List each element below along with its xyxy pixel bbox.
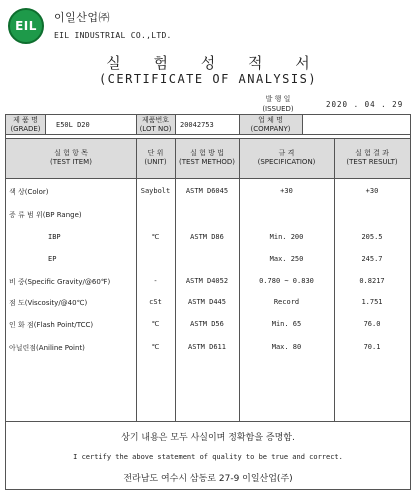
- row-item: 인 화 점(Flash Point/TCC): [9, 321, 94, 329]
- divider: [302, 114, 303, 134]
- header-ko: 단 위: [147, 149, 164, 157]
- certification-statement-en: I certify the above statement of quality to be true and correct.: [73, 453, 343, 461]
- issued-label: [258, 94, 298, 114]
- row-method: ASTM D86: [190, 233, 224, 241]
- header-en: (TEST METHOD): [178, 158, 235, 166]
- divider: [5, 421, 411, 422]
- row-item: 아닐린점(Aniline Point): [9, 344, 85, 352]
- row-method: ASTM D445: [188, 298, 226, 306]
- issued-date: 2020 . 04 . 29: [326, 100, 404, 109]
- row-result: +30: [365, 187, 379, 195]
- row-item: 색 상(Color): [9, 188, 49, 196]
- row-method: ASTM D6045: [185, 187, 229, 195]
- issued-label-ko: 발 행 일: [265, 95, 291, 103]
- row-result: 205.5: [361, 233, 383, 241]
- grade-label-en: (GRADE): [10, 125, 41, 133]
- row-result: 76.0: [363, 320, 381, 328]
- row-result: 70.1: [363, 343, 381, 351]
- row-spec: Max. 80: [271, 343, 302, 351]
- row-result: 1.751: [361, 298, 383, 306]
- header-test-result: [334, 149, 410, 167]
- grade-value: E50L D20: [56, 121, 90, 129]
- header-en: (SPECIFICATION): [257, 158, 316, 166]
- row-item: IBP: [48, 233, 61, 241]
- row-unit: ℃: [151, 320, 160, 328]
- company-name-en: EIL INDUSTRIAL CO.,LTD.: [54, 31, 172, 40]
- company-address: 전라남도 여수시 삼동로 27-9 이일산업(주): [123, 474, 293, 484]
- grade-label-ko: 제 품 명: [13, 116, 38, 124]
- row-method: ASTM D611: [188, 343, 226, 351]
- header-en: (TEST RESULT): [346, 158, 398, 166]
- row-result: 245.7: [361, 255, 383, 263]
- header-en: (UNIT): [144, 158, 167, 166]
- header-test-item: [6, 149, 136, 167]
- issued-label-en: (ISSUED): [262, 105, 294, 113]
- header-ko: 실 험 결 과: [355, 149, 389, 157]
- divider: [5, 138, 411, 139]
- divider: [5, 134, 411, 135]
- page-title-ko: 실 험 성 적 서: [106, 54, 324, 72]
- header-specification: [239, 149, 334, 167]
- company-label-en: (COMPANY): [250, 125, 291, 133]
- lot-label: [136, 116, 175, 134]
- header-ko: 실 험 방 법: [190, 149, 224, 157]
- row-spec: 0.780 ~ 0.830: [259, 277, 314, 285]
- row-spec: +30: [280, 187, 293, 195]
- row-item: 점 도(Viscosity/@40℃): [9, 299, 88, 307]
- header-ko: 실 험 항 목: [54, 149, 88, 157]
- row-unit: ℃: [151, 343, 160, 351]
- row-unit: cSt: [149, 298, 162, 306]
- header-en: (TEST ITEM): [50, 158, 92, 166]
- row-spec: Record: [273, 298, 300, 306]
- row-item: 증 류 범 위(BP Range): [9, 211, 82, 219]
- lot-value: 20042753: [180, 121, 214, 129]
- company-label-ko: 업 체 명: [258, 116, 283, 124]
- divider: [175, 114, 176, 134]
- row-spec: Min. 200: [269, 233, 304, 241]
- header-unit: [136, 149, 175, 167]
- divider: [5, 178, 411, 179]
- divider: [45, 114, 46, 134]
- logo-text: EIL: [15, 19, 37, 33]
- row-result: 0.8217: [359, 277, 385, 285]
- row-item: EP: [48, 255, 57, 263]
- page-title-en: (CERTIFICATE OF ANALYSIS): [98, 72, 318, 86]
- row-unit: Saybolt: [140, 187, 171, 195]
- company-name-ko: 이일산업㈜: [54, 11, 111, 24]
- row-spec: Min. 65: [271, 320, 302, 328]
- grade-label: [6, 116, 45, 134]
- lot-label-en: (LOT NO): [139, 125, 172, 133]
- row-method: ASTM D4052: [185, 277, 229, 285]
- row-unit: -: [153, 277, 158, 285]
- row-item: 비 중(Specific Gravity/@60℉): [9, 278, 111, 286]
- header-test-method: [175, 149, 239, 167]
- company-label: [239, 116, 302, 134]
- lot-label-ko: 제품번호: [141, 116, 170, 124]
- certification-statement-ko: 상기 내용은 모두 사실이며 정확함을 증명함.: [121, 433, 295, 443]
- row-spec: Max. 250: [269, 255, 304, 263]
- row-unit: ℃: [151, 233, 160, 241]
- row-method: ASTM D56: [190, 320, 224, 328]
- header-ko: 규 격: [278, 149, 295, 157]
- company-logo: [8, 8, 44, 44]
